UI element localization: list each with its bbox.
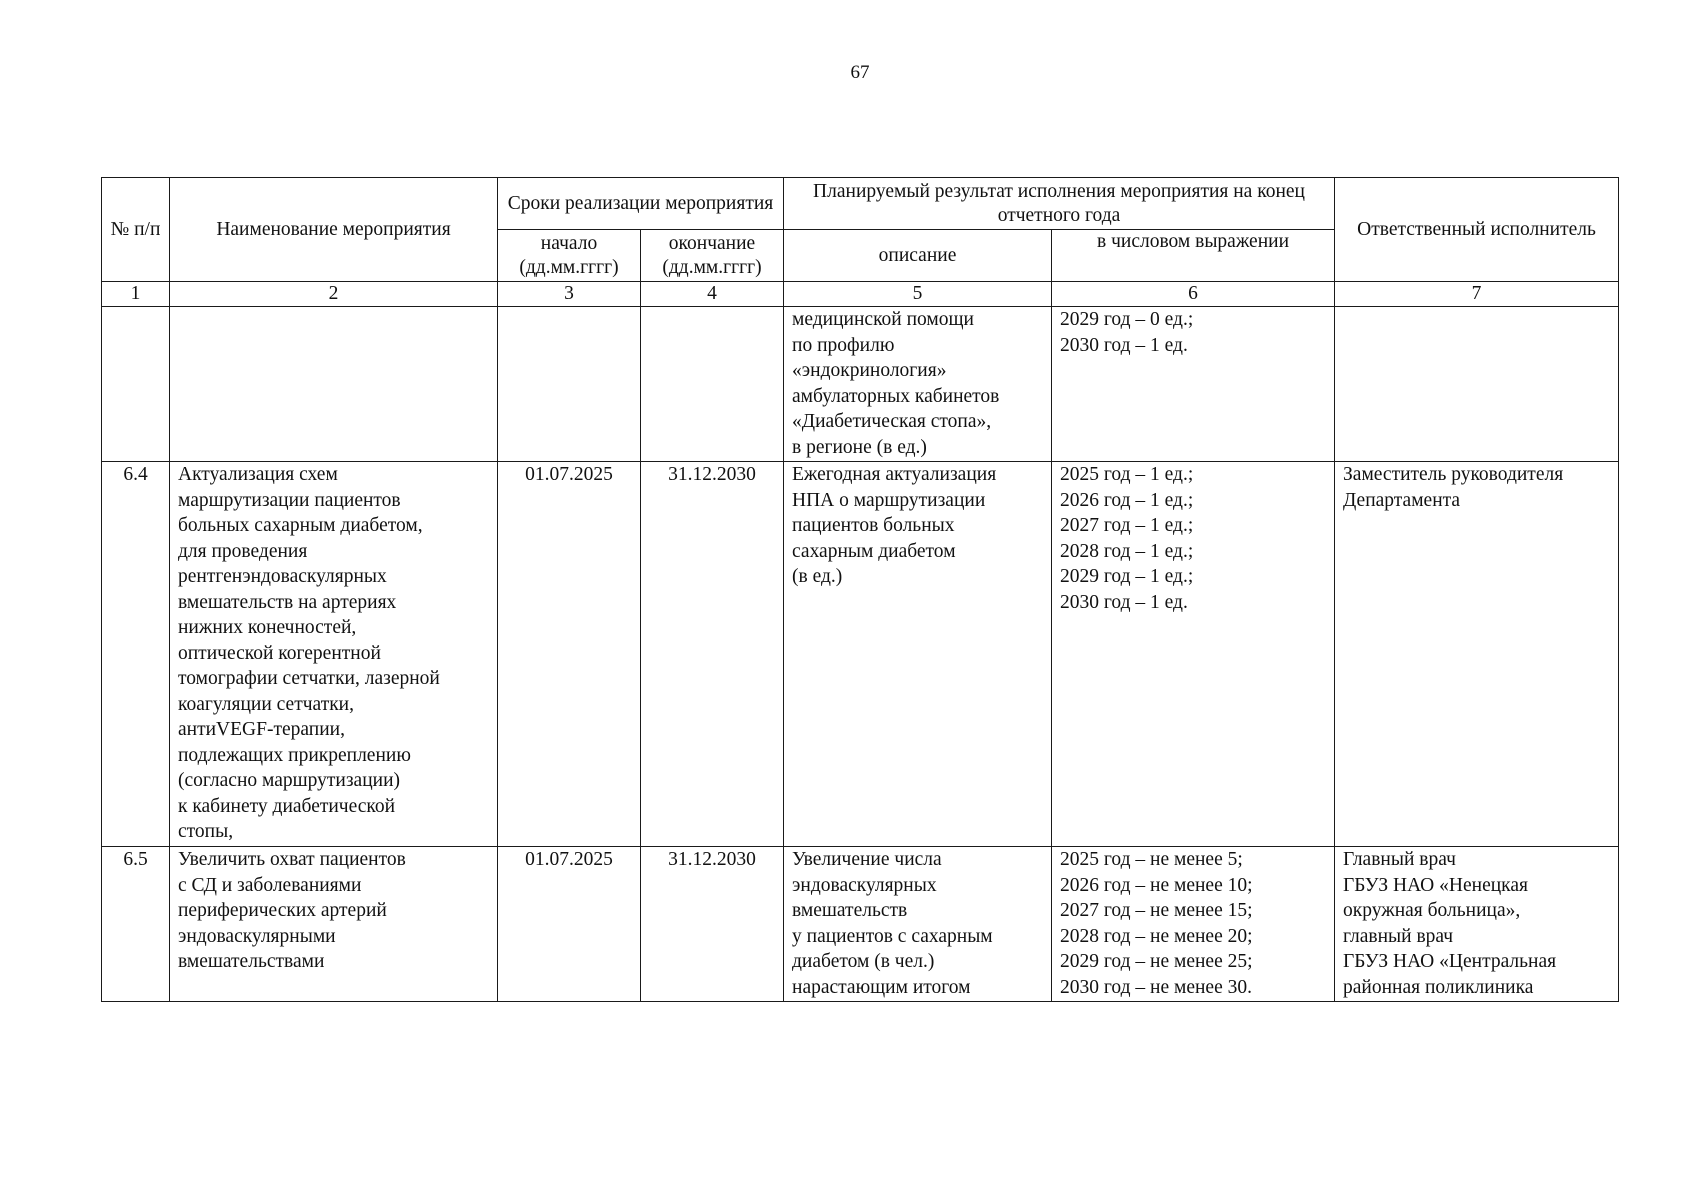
column-number: 7 — [1335, 282, 1619, 307]
header-responsible: Ответственный исполнитель — [1335, 178, 1619, 282]
row-name — [170, 307, 498, 462]
row-start — [498, 307, 641, 462]
cell-line: (в ед.) — [792, 566, 843, 587]
row-end — [641, 307, 784, 462]
header-num: № п/п — [102, 178, 170, 282]
cell-line: 2030 год – 1 ед. — [1060, 334, 1188, 356]
cell-line: 2030 год – 1 ед. — [1060, 591, 1188, 613]
row-description — [784, 847, 1052, 1002]
cell-line: нарастающим итогом — [792, 976, 971, 998]
cell-line: Увеличение числа — [792, 849, 942, 870]
cell-line: к кабинету диабетической — [178, 795, 396, 817]
cell-line: 2026 год – не менее 10; — [1060, 874, 1253, 896]
column-numbers-row — [102, 282, 1619, 307]
cell-line: эндоваскулярных — [792, 874, 937, 896]
cell-line: нижних конечностей, — [178, 617, 357, 638]
cell-line: для проведения — [178, 540, 308, 562]
cell-line: пациентов больных — [792, 515, 955, 536]
row-description — [784, 307, 1052, 462]
cell-line: томографии сетчатки, лазерной — [178, 668, 440, 689]
cell-line: сахарным диабетом — [792, 540, 956, 562]
header-start: начало (дд.мм.гггг) — [498, 230, 641, 282]
cell-line: НПА о маршрутизации — [792, 489, 986, 511]
header-end: окончание (дд.мм.гггг) — [641, 230, 784, 282]
cell-line: 2028 год – 1 ед.; — [1060, 540, 1194, 562]
cell-line: 2030 год – не менее 30. — [1060, 976, 1252, 998]
cell-line: ГБУЗ НАО «Центральная — [1343, 951, 1557, 972]
cell-line: медицинской помощи — [792, 309, 974, 330]
cell-line: вмешательств — [792, 900, 908, 921]
cell-line: «Диабетическая стопа», — [792, 411, 992, 432]
cell-line: главный врач — [1343, 925, 1454, 947]
header-result: Планируемый результат исполнения мероприятия на конец отчетного года — [784, 178, 1335, 230]
row-numeric — [1052, 847, 1335, 1002]
cell-line: по профилю — [792, 334, 895, 356]
cell-line: антиVEGF-терапии, — [178, 719, 345, 740]
cell-line: больных сахарным диабетом, — [178, 515, 423, 536]
row-responsible — [1335, 847, 1619, 1002]
cell-line: вмешательств на артериях — [178, 591, 397, 613]
cell-line: 2025 год – не менее 5; — [1060, 849, 1243, 870]
cell-line: вмешательствами — [178, 951, 325, 972]
cell-line: стопы, — [178, 821, 234, 842]
cell-line: у пациентов с сахарным — [792, 925, 993, 947]
column-number: 1 — [102, 282, 170, 307]
cell-line: рентгенэндоваскулярных — [178, 566, 387, 587]
cell-line: диабетом (в чел.) — [792, 951, 935, 972]
table-row — [102, 307, 1619, 462]
column-number: 4 — [641, 282, 784, 307]
row-name — [170, 847, 498, 1002]
row-start: 01.07.2025 — [498, 462, 641, 847]
column-number: 5 — [784, 282, 1052, 307]
cell-line: 2029 год – 1 ед.; — [1060, 566, 1194, 587]
table-row — [102, 847, 1619, 1002]
row-num: 6.5 — [102, 847, 170, 1002]
cell-line: «эндокринология» — [792, 360, 947, 381]
row-responsible — [1335, 462, 1619, 847]
header-name: Наименование мероприятия — [170, 178, 498, 282]
cell-line: периферических артерий — [178, 900, 387, 921]
header-terms: Сроки реализации мероприятия — [498, 178, 784, 230]
row-end: 31.12.2030 — [641, 847, 784, 1002]
measures-table — [101, 177, 1619, 1002]
cell-line: 2025 год – 1 ед.; — [1060, 464, 1194, 485]
cell-line: эндоваскулярными — [178, 925, 336, 947]
cell-line: амбулаторных кабинетов — [792, 385, 1000, 407]
cell-line: 2027 год – 1 ед.; — [1060, 515, 1194, 536]
header-description: описание — [784, 230, 1052, 282]
cell-line: 2027 год – не менее 15; — [1060, 900, 1253, 921]
cell-line: Департамента — [1343, 489, 1461, 511]
column-number: 2 — [170, 282, 498, 307]
row-num: 6.4 — [102, 462, 170, 847]
cell-line: подлежащих прикреплению — [178, 744, 411, 766]
row-numeric — [1052, 462, 1335, 847]
cell-line: в регионе (в ед.) — [792, 436, 927, 458]
row-num — [102, 307, 170, 462]
page-number: 67 — [850, 62, 870, 83]
cell-line: коагуляции сетчатки, — [178, 693, 354, 715]
row-end: 31.12.2030 — [641, 462, 784, 847]
cell-line: Увеличить охват пациентов — [178, 849, 406, 870]
cell-line: 2028 год – не менее 20; — [1060, 925, 1253, 947]
row-description — [784, 462, 1052, 847]
cell-line: Главный врач — [1343, 849, 1456, 870]
header-numeric: в числовом выражении — [1052, 230, 1335, 282]
cell-line: 2029 год – 0 ед.; — [1060, 309, 1194, 330]
column-number: 3 — [498, 282, 641, 307]
cell-line: с СД и заболеваниями — [178, 874, 362, 896]
cell-line: Заместитель руководителя — [1343, 464, 1564, 485]
cell-line: районная поликлиника — [1343, 976, 1534, 998]
table-row — [102, 462, 1619, 847]
row-responsible — [1335, 307, 1619, 462]
cell-line: ГБУЗ НАО «Ненецкая — [1343, 874, 1528, 896]
row-start: 01.07.2025 — [498, 847, 641, 1002]
cell-line: Актуализация схем — [178, 464, 338, 485]
cell-line: Ежегодная актуализация — [792, 464, 997, 485]
cell-line: 2029 год – не менее 25; — [1060, 951, 1253, 972]
column-number: 6 — [1052, 282, 1335, 307]
cell-line: окружная больница», — [1343, 900, 1521, 921]
cell-line: оптической когерентной — [178, 642, 381, 664]
row-numeric — [1052, 307, 1335, 462]
cell-line: маршрутизации пациентов — [178, 489, 401, 511]
cell-line: 2026 год – 1 ед.; — [1060, 489, 1194, 511]
row-name — [170, 462, 498, 847]
cell-line: (согласно маршрутизации) — [178, 770, 400, 791]
